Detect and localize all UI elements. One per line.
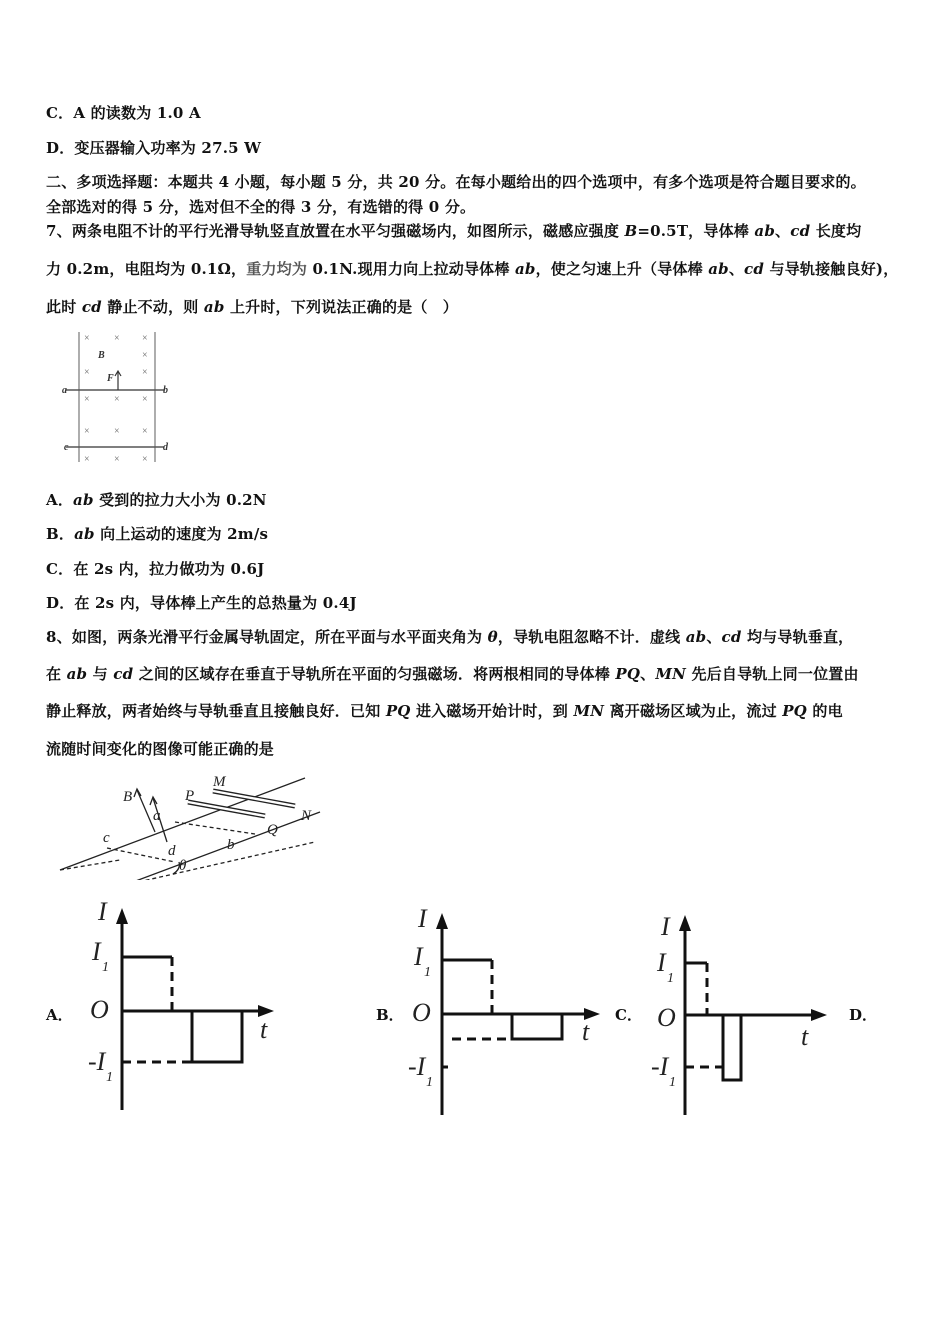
- svg-text:×: ×: [142, 454, 148, 465]
- svg-text:×: ×: [84, 454, 90, 465]
- svg-text:O: O: [90, 995, 109, 1024]
- q8-stem-line1: 8、如图，两条光滑平行金属导轨固定，所在平面与水平面夹角为 θ，导轨电阻忽略不计．虚线 ab、cd 均与导轨垂直，: [46, 628, 854, 646]
- svg-text:1: 1: [424, 965, 431, 980]
- svg-text:I: I: [657, 948, 666, 977]
- prev-option-c: C．A 的读数为 1.0 A: [46, 104, 201, 122]
- q8-label-c: c: [103, 830, 110, 846]
- q8-label-Q: Q: [267, 822, 278, 838]
- svg-text:×: ×: [142, 394, 148, 405]
- q8-label-P: P: [185, 788, 195, 804]
- svg-text:1: 1: [102, 960, 109, 975]
- q8-graph-b: [400, 905, 605, 1120]
- q7-rail-figure: [60, 328, 180, 468]
- svg-text:t: t: [582, 1017, 590, 1046]
- svg-text:×: ×: [114, 394, 120, 405]
- q8-option-b-label: B．: [376, 1006, 404, 1024]
- svg-text:×: ×: [142, 350, 148, 361]
- svg-text:×: ×: [142, 426, 148, 437]
- section-2-header-line2: 全部选对的得 5 分，选对但不全的得 3 分，有选错的得 0 分。: [46, 198, 476, 216]
- q8-label-b: b: [227, 837, 235, 853]
- q8-option-c-label: C．: [615, 1006, 642, 1024]
- svg-text:×: ×: [84, 394, 90, 405]
- svg-text:I: I: [414, 942, 423, 971]
- svg-text:×: ×: [142, 333, 148, 344]
- svg-text:×: ×: [114, 454, 120, 465]
- svg-text:×: ×: [114, 333, 120, 344]
- svg-text:-I: -I: [408, 1052, 426, 1081]
- q8-stem-line2: 在 ab 与 cd 之间的区域存在垂直于导轨所在平面的匀强磁场．将两根相同的导体棒 PQ、MN 先后自导轨上同一位置由: [46, 665, 859, 683]
- q8-label-B: B: [123, 789, 133, 805]
- q8-option-d-label: D．: [849, 1006, 878, 1024]
- svg-text:O: O: [657, 1003, 676, 1032]
- svg-text:-I: -I: [88, 1047, 106, 1076]
- svg-text:O: O: [412, 998, 431, 1027]
- q8-label-M: M: [213, 774, 226, 790]
- q8-label-a: a: [153, 808, 161, 824]
- q7-label-B: B: [98, 350, 105, 361]
- prev-option-d: D．变压器输入功率为 27.5 W: [46, 139, 262, 157]
- svg-text:1: 1: [426, 1075, 433, 1090]
- svg-text:×: ×: [142, 367, 148, 378]
- svg-text:×: ×: [84, 426, 90, 437]
- q7-label-b: b: [163, 385, 168, 396]
- q8-option-a-label: A．: [46, 1006, 73, 1024]
- q7-field-crosses: [84, 333, 148, 465]
- q8-stem-line3: 静止释放，两者始终与导轨垂直且接触良好．已知 PQ 进入磁场开始计时，到 MN 离开磁场区域为止，流过 PQ 的电: [46, 702, 843, 720]
- q8-stem-line4: 流随时间变化的图像可能正确的是: [46, 740, 275, 758]
- svg-text:I: I: [418, 905, 427, 933]
- q8-incline-figure: [55, 770, 325, 880]
- q7-stem-line1: 7、两条电阻不计的平行光滑导轨竖直放置在水平匀强磁场内，如图所示，磁感应强度 B=0.5T，导体棒 ab、cd 长度均: [46, 222, 862, 240]
- svg-text:×: ×: [114, 426, 120, 437]
- q7-option-a: A．ab 受到的拉力大小为 0.2N: [46, 491, 267, 509]
- q7-label-c: c: [64, 442, 69, 453]
- q7-label-F: F: [107, 373, 114, 384]
- svg-text:1: 1: [669, 1075, 676, 1090]
- svg-text:t: t: [801, 1022, 809, 1051]
- svg-text:I: I: [98, 900, 107, 926]
- svg-text:×: ×: [84, 333, 90, 344]
- q7-option-b: B．ab 向上运动的速度为 2m/s: [46, 525, 269, 543]
- svg-text:I: I: [661, 912, 670, 941]
- svg-text:-I: -I: [651, 1052, 669, 1081]
- q8-graph-a: [80, 900, 280, 1115]
- section-2-header-line1: 二、多项选择题：本题共 4 小题，每小题 5 分，共 20 分。在每小题给出的四个选项中，有多个选项是符合题目要求的。: [46, 173, 866, 191]
- svg-text:t: t: [260, 1015, 268, 1044]
- q7-stem-line3: 此时 cd 静止不动，则 ab 上升时，下列说法正确的是（ ）: [46, 298, 458, 316]
- svg-text:I: I: [92, 937, 101, 966]
- q7-option-c: C．在 2s 内，拉力做功为 0.6J: [46, 560, 265, 578]
- q8-label-d: d: [168, 843, 176, 859]
- q7-label-a: a: [62, 385, 67, 396]
- q7-option-d: D．在 2s 内，导体棒上产生的总热量为 0.4J: [46, 594, 357, 612]
- q7-label-d: d: [163, 442, 168, 453]
- svg-text:×: ×: [84, 367, 90, 378]
- q8-label-N: N: [301, 808, 312, 824]
- q8-graph-c: [645, 905, 845, 1120]
- q7-stem-line2: 力 0.2m，电阻均为 0.1Ω，重力均为 0.1N.现用力向上拉动导体棒 ab，使之匀速上升（导体棒 ab、cd 与导轨接触良好)，: [46, 260, 899, 278]
- svg-text:1: 1: [667, 971, 674, 986]
- q8-label-theta: θ: [179, 858, 187, 874]
- svg-text:1: 1: [106, 1070, 113, 1085]
